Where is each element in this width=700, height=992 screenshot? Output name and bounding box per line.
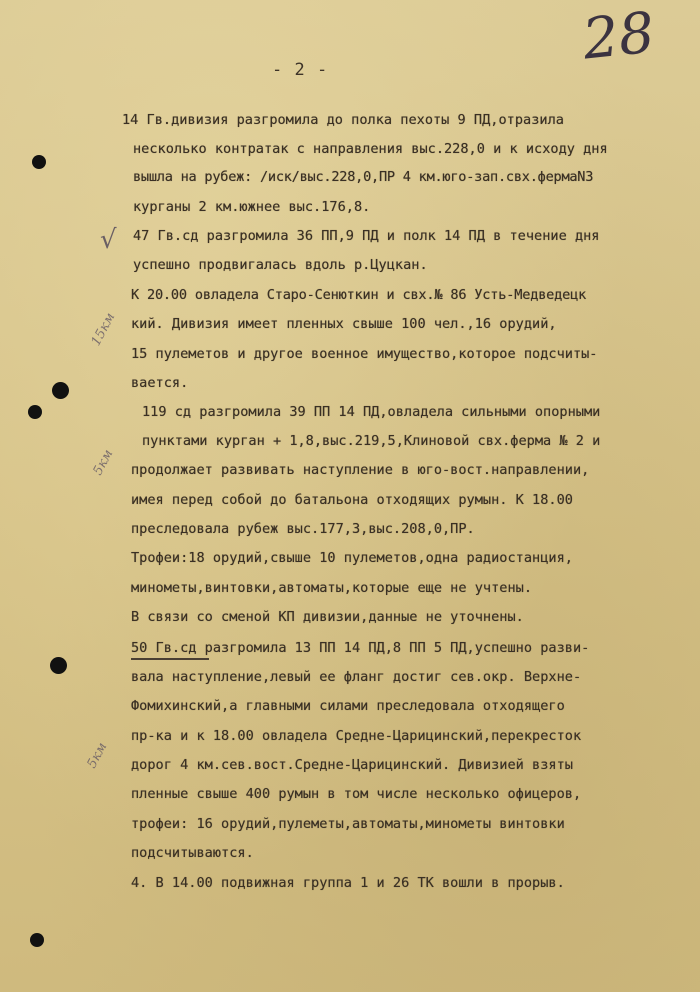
margin-note: 5км [84, 740, 111, 771]
text-line: 15 пулеметов и другое военное имущество,которое подсчиты- [131, 346, 598, 362]
text-line: пр-ка и к 18.00 овладела Средне-Царицинский,перекресток [131, 728, 582, 744]
text-line: кий. Дивизия имеет пленных свыше 100 чел.,16 орудий, [131, 316, 557, 332]
binder-hole [52, 382, 69, 399]
folio-number: 28 [579, 0, 658, 73]
text-line: пленные свыше 400 румын в том числе несколько офицеров, [131, 786, 582, 802]
text-line: вается. [131, 375, 189, 391]
text-line: вышла на рубеж: /иск/выс.228,0,ПР 4 км.юго-зап.свх.фермаN3 [133, 169, 594, 185]
text-line: 47 Гв.сд разгромила 36 ПП,9 ПД и полк 14 ПД в течение дня [133, 228, 600, 244]
margin-note: 5км [90, 447, 117, 478]
text-line: преследовала рубеж выс.177,3,выс.208,0,ПР. [131, 521, 475, 537]
binder-hole [32, 155, 46, 169]
text-line: несколько контратак с направления выс.228,0 и к исходу дня [133, 141, 608, 157]
text-line: трофеи: 16 орудий,пулеметы,автоматы,минометы винтовки [131, 816, 565, 832]
text-line: 14 Гв.дивизия разгромила до полка пехоты 9 ПД,отразила [122, 112, 564, 128]
text-line: Фомихинский,а главными силами преследовала отходящего [131, 698, 565, 714]
text-line: курганы 2 км.южнее выс.176,8. [133, 199, 371, 215]
text-line: дорог 4 км.сев.вост.Средне-Царицинский. Дивизией взяты [131, 757, 573, 773]
underline [131, 658, 209, 660]
text-line: успешно продвигалась вдоль р.Цуцкан. [133, 257, 428, 273]
text-line: К 20.00 овладела Старо-Сенюткин и свх.№ 86 Усть-Медведецк [131, 287, 587, 303]
text-line: минометы,винтовки,автоматы,которые еще не учтены. [131, 580, 533, 596]
text-line: продолжает развивать наступление в юго-вост.направлении, [131, 462, 590, 478]
check-mark-icon: √ [100, 225, 117, 255]
text-line: 119 сд разгромила 39 ПП 14 ПД,овладела сильными опорными [142, 404, 601, 420]
binder-hole [28, 405, 42, 419]
text-line: Трофеи:18 орудий,свыше 10 пулеметов,одна радиостанция, [131, 550, 573, 566]
text-line: имея перед собой до батальона отходящих румын. К 18.00 [131, 492, 573, 508]
binder-hole [50, 657, 67, 674]
margin-note: 15км [88, 310, 119, 349]
text-line: 4. В 14.00 подвижная группа 1 и 26 ТК вошли в прорыв. [131, 875, 565, 891]
text-line: пунктами курган + 1,8,выс.219,5,Клиновой свх.ферма № 2 и [142, 433, 601, 449]
text-line: подсчитываются. [131, 845, 254, 861]
text-line: 50 Гв.сд разгромила 13 ПП 14 ПД,8 ПП 5 ПД,успешно разви- [131, 640, 590, 656]
text-line: В связи со сменой КП дивизии,данные не уточнены. [131, 609, 524, 625]
page-number: - 2 - [272, 60, 329, 80]
binder-hole [30, 933, 44, 947]
text-line: вала наступление,левый ее фланг достиг сев.окр. Верхне- [131, 669, 582, 685]
